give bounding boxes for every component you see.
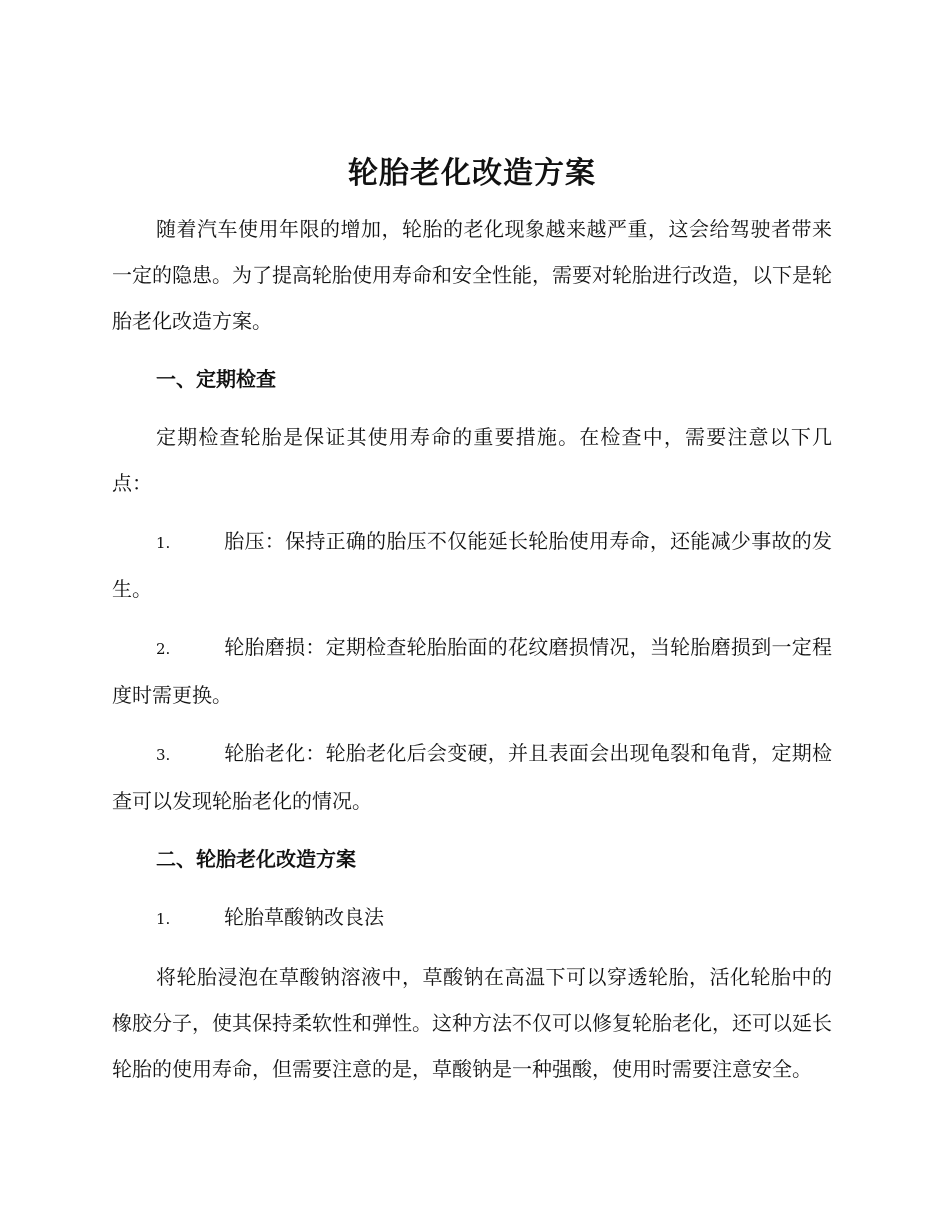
list-item-tire-wear [112, 624, 832, 718]
document-body [112, 148, 832, 1104]
list-number: 3. [156, 746, 171, 764]
list-item-text: 轮胎老化：轮胎老化后会变硬，并且表面会出现龟裂和龟背，定期检查可以发现轮胎老化的情况。 [112, 741, 832, 813]
section-intro-paragraph: 定期检查轮胎是保证其使用寿命的重要措施。在检查中，需要注意以下几点： [112, 425, 832, 495]
section-heading-periodic-inspection: 一、定期检查 [156, 367, 276, 391]
list-item-text: 轮胎磨损：定期检查轮胎胎面的花纹磨损情况，当轮胎磨损到一定程度时需更换。 [112, 635, 832, 707]
list-item-text: 胎压：保持正确的胎压不仅能延长轮胎使用寿命，还能减少事故的发生。 [112, 529, 832, 601]
method-description-paragraph: 将轮胎浸泡在草酸钠溶液中，草酸钠在高温下可以穿透轮胎，活化轮胎中的橡胶分子，使其保持柔软性和弹性。这种方法不仅可以修复轮胎老化，还可以延长轮胎的使用寿命，但需要注意的是，草酸钠是一种强酸，使用时需要注意安全。 [112, 965, 832, 1081]
list-item-tire-aging [112, 730, 832, 824]
list-item-sodium-oxalate-method [112, 894, 832, 942]
list-item-text: 轮胎草酸钠改良法 [224, 905, 384, 929]
list-item-tire-pressure [112, 518, 832, 612]
section-heading-renovation-plan: 二、轮胎老化改造方案 [156, 847, 356, 871]
list-number: 2. [156, 640, 171, 658]
list-number: 1. [156, 534, 171, 552]
intro-paragraph: 随着汽车使用年限的增加，轮胎的老化现象越来越严重，这会给驾驶者带来一定的隐患。为了提高轮胎使用寿命和安全性能，需要对轮胎进行改造，以下是轮胎老化改造方案。 [112, 217, 832, 333]
list-number: 1. [156, 910, 171, 928]
document-title: 轮胎老化改造方案 [348, 156, 596, 191]
